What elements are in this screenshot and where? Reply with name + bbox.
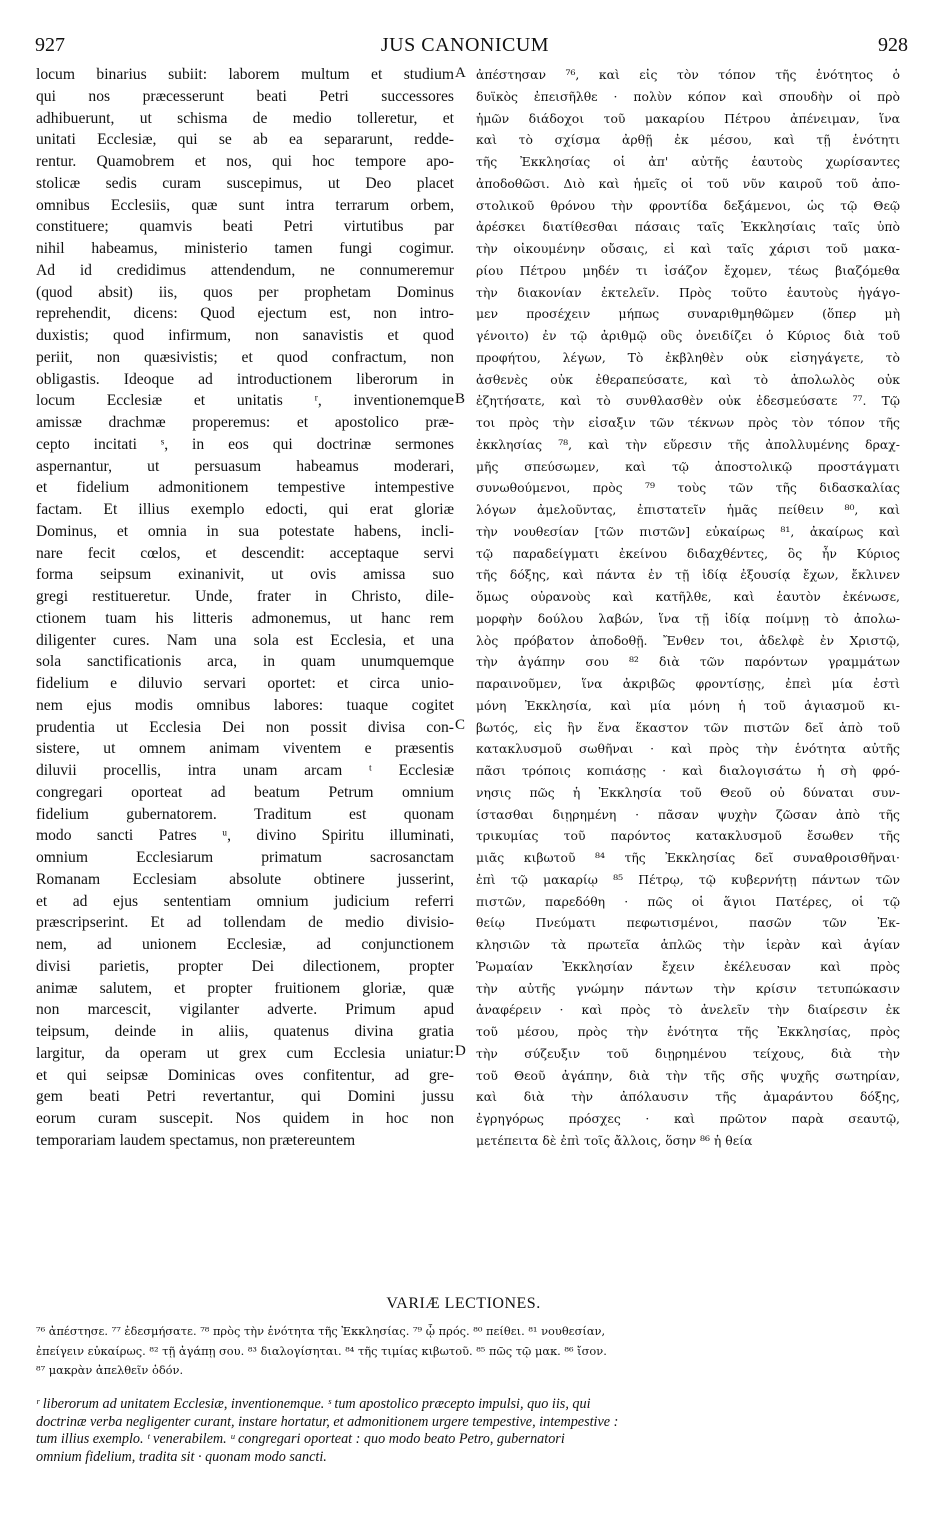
greek-text-line: τὴν αὐτῆς γνώμην πάντων τὴν κρίσιν τετυπώκασιν xyxy=(476,980,900,996)
latin-text-line: animæ salutem, et propter fruitionem gloriæ, quæ xyxy=(36,979,454,997)
footnote-line: omnium fidelium, tradita sit · quonam modo sancti. xyxy=(36,1448,327,1465)
variant-reading-line: ⁸⁷ μακρὰν ἀπελθεῖν ὁδόν. xyxy=(36,1363,184,1377)
greek-text-line: τῷ παραδείγματι ἐκείνου διδαχθέντες, ὃς ἦν Κύριος xyxy=(476,545,900,561)
latin-text-line: nare fecit cœlos, et descendit: acceptaque servi xyxy=(36,544,454,562)
latin-text-line: (quod absit) iis, quos per prophetam Dominus xyxy=(36,283,454,301)
greek-text-line: ὅμως οὐρανοὺς καὶ κατῆλθε, καὶ ἑαυτὸν ἐκένωσε, xyxy=(476,589,900,604)
variae-lectiones-list xyxy=(36,1322,902,1381)
greek-text-line: τὴν ἀγάπην σου ⁸² διὰ τῶν παρόντων γραμμάτων xyxy=(476,654,900,670)
latin-text-line: gem beati Petri revertantur, qui Domini jussu xyxy=(36,1088,454,1106)
latin-text-line: locum binarius subiit: laborem multum et studium xyxy=(36,66,454,83)
latin-text-line: obligastis. Ideoque ad introductionem liberorum in xyxy=(36,370,454,388)
greek-text-line: παραινοῦμεν, ἵνα ἀκριβῶς φροντίσῃς, ἐπεὶ μία ἐστὶ xyxy=(476,676,900,691)
latin-text-line: et fidelium admonitionem tempestive intempestive xyxy=(36,479,454,497)
latin-text-line: gregi restitueretur. Unde, frater in Christo, dile- xyxy=(36,588,454,605)
greek-text-line: βωτός, εἰς ἣν ἕνα ἕκαστον τῶν πιστῶν δεῖ ἀπὸ τοῦ xyxy=(476,719,900,735)
margin-marker-c: C xyxy=(455,717,466,733)
greek-text-line: τὴν σύζευξιν τοῦ διῃρημένου τείχους, διὰ τὴν xyxy=(476,1045,900,1061)
greek-text-line: ίστασθαι διῃρημένη · πᾶσαν ψυχὴν ζῶσαν ἀπὸ τῆς xyxy=(476,806,900,822)
latin-text-line: unitati Ecclesiæ, qui se ab ea separarunt, redde- xyxy=(36,131,454,149)
latin-text-line: rentur. Quamobrem et nos, qui hoc tempore apo- xyxy=(36,153,454,170)
latin-text-line: nihil habeamus, ministerio tamen fungi cogimur. xyxy=(36,240,454,257)
greek-text-line: ἡμῶν διάδοχοι τοῦ μακαρίου Πέτρου ἀπένειμαν, ἵνα xyxy=(476,110,900,126)
latin-text-line: forma seipsum exinanivit, ut ovis amissa suo xyxy=(36,566,454,584)
page-number-right: 928 xyxy=(878,34,908,56)
latin-text-line: Dominus, et omnia in sua potestate habens, incli- xyxy=(36,522,454,540)
greek-text-line: ἀπέστησαν ⁷⁶, καὶ εἰς τὸν τόπον τῆς ἑνότητος ὁ xyxy=(476,67,900,82)
footnotes xyxy=(36,1396,902,1466)
latin-text-line: et ad ejus sententiam omnium judicium referri xyxy=(36,892,454,910)
latin-text-line: Ad id credidimus attendendum, ne connumeremur xyxy=(36,261,454,279)
greek-text-line: τῆς δόξης, καὶ πάντα ἐν τῇ ἰδίᾳ ἐξουσίᾳ ἔχων, ἔκλινεν xyxy=(476,567,900,583)
greek-text-line: τρικυμίας τοῦ παρόντος κατακλυσμοῦ ἔσωθεν τῆς xyxy=(476,828,900,844)
greek-text-line: μετέπειτα δὲ ἐπὶ τοῖς ἄλλοις, ὅσην ⁸⁶ ἡ θεία xyxy=(476,1132,753,1148)
greek-text-line: λὸς πρόβατον ἀποδοθῇ. Ἔνθεν τοι, ἀδελφὲ ἐν Χριστῷ, xyxy=(476,632,900,648)
latin-text-line: locum Ecclesiæ et unitatis ʳ, inventionemque xyxy=(36,392,454,410)
variant-reading-line: ⁷⁶ ἀπέστησε. ⁷⁷ ἐδεσμήσατε. ⁷⁸ πρὸς τὴν ἑνότητα τῆς Ἐκκλησίας. ⁷⁹ ᾧ πρός. ⁸⁰ πείθει. ⁸¹ νουθεσίαν, xyxy=(36,1324,606,1338)
latin-text-line: et qui seipsæ Dominicas oves confitentur, ad gre- xyxy=(36,1066,454,1084)
latin-text-line: fidelium gubernatorem. Traditum est quonam xyxy=(36,805,454,823)
latin-text-line: non marcescit, vigilanter adverte. Primum apud xyxy=(36,1001,454,1019)
footnote-line: ʳ liberorum ad unitatem Ecclesiæ, inventionemque. ˢ tum apostolico præcepto impulsi, quo iis, qui xyxy=(36,1396,591,1412)
latin-text-line: qui nos præcesserunt beati Petri successores xyxy=(36,87,454,105)
latin-text-line: duxistis; quod infirmum, non sanavistis et quod xyxy=(36,327,454,344)
greek-text-line: πᾶσι τρόποις κοπιάσῃς · καὶ διαλογισάτω ἡ σὴ φρό- xyxy=(476,763,900,778)
page-number-left: 927 xyxy=(35,34,65,56)
latin-text-line: stolicæ sedis curam suscepimus, ut Deo placet xyxy=(36,174,454,192)
greek-text-line: καὶ διὰ τὴν ἀπόλαυσιν τῆς ἀμαράντου δόξης, xyxy=(476,1089,900,1105)
greek-text-line: θείῳ Πνεύματι πεφωτισμένοι, πασῶν τῶν Ἐκ- xyxy=(476,915,900,931)
latin-text-line: congregari oporteat ad beatum Petrum omnium xyxy=(36,783,454,801)
latin-text-line: largitur, da operam ut grex cum Ecclesia uniatur: xyxy=(36,1044,454,1062)
latin-text-line: nem, ad unionem Ecclesiæ, ad conjunctionem xyxy=(36,936,454,953)
latin-text-line: præscripserint. Et ad tollendam de medio divisio- xyxy=(36,914,454,932)
footnote-line: doctrinæ verba negligenter curant, instare hortatur, et admonitionem urgere tempestive, intempestive : xyxy=(36,1413,619,1430)
greek-text-line: ἀποδοθῶσι. Διὸ καὶ ἡμεῖς οἱ τοῦ νῦν καιροῦ τοῦ ἀπο- xyxy=(476,175,900,191)
greek-text-line: συνωθούμενοι, πρὸς ⁷⁹ τοὺς τῶν τῆς διδασκαλίας xyxy=(476,480,900,496)
latin-text-line: Romanam Ecclesiam absolute obtinere jusserint, xyxy=(36,870,454,888)
greek-text-line: γένοιτο) ἐν τῷ ἀριθμῷ οὓς ὀνειδίζει ὁ Κύριος διὰ τοῦ xyxy=(476,328,900,343)
greek-text-line: ἐζητήσατε, καὶ τὸ συνθλασθὲν οὐκ ἐδεσμεύσατε ⁷⁷. Τῷ xyxy=(476,393,900,409)
margin-marker-b: B xyxy=(455,391,466,407)
latin-text-line: diluvii procellis, intra unam arcam ᵗ Ecclesiæ xyxy=(36,762,454,779)
latin-text-line: omnium Ecclesiarum primatum sacrosanctam xyxy=(36,849,454,866)
latin-text-line: sola sanctificationis arca, in quam unumquemque xyxy=(36,653,454,671)
latin-text-line: sistere, ut omnem animam viventem e præsentis xyxy=(36,740,454,758)
latin-text-line: nem ejus modis omnibus labores: tuaque cogitet xyxy=(36,696,454,714)
greek-text-line: ἀσθενὲς οὐκ ἐθεραπεύσατε, καὶ τὸ ἀπολωλὸς οὐκ xyxy=(476,371,900,387)
greek-text-line: τοῦ Θεοῦ ἀγάπην, διὰ τὴν τῆς σῆς ψυχῆς σωτηρίαν, xyxy=(476,1067,900,1083)
latin-text-line: amissæ drachmæ properemus: et apostolico præ- xyxy=(36,414,454,431)
greek-text-line: νησις πῶς ἡ Ἐκκλησία τοῦ Θεοῦ οὐ δύναται συν- xyxy=(476,784,900,800)
greek-text-line: κλησιῶν τὰ πρωτεῖα ἁπλῶς τὴν ἱερὰν καὶ ἁγίαν xyxy=(476,937,900,952)
latin-text-line: periit, non quæsivistis; et quod confractum, non xyxy=(36,348,454,366)
greek-text-line: μορφὴν δούλου λαβών, ἵνα τῇ ἰδίᾳ ποίμνῃ τὸ ἀπολω- xyxy=(476,610,900,626)
latin-text-line: modo sancti Patres ᵘ, divino Spiritu illuminati, xyxy=(36,827,454,845)
margin-marker-d: D xyxy=(455,1043,466,1059)
latin-text-line: cepto incitati ˢ, in eos qui doctrinæ sermones xyxy=(36,435,454,453)
greek-text-line: προφήτου, λέγων, Τὸ ἐκβληθὲν οὐκ εἰσηγάγετε, τὸ xyxy=(476,349,900,365)
latin-text-line: prudentia ut Ecclesia Dei non possit divisa con- xyxy=(36,718,454,736)
greek-text-line: ἐκκλησίας ⁷⁸, καὶ τὴν εὕρεσιν τῆς ἀπολλυμένης δραχ- xyxy=(476,436,900,452)
latin-text-line: teipsum, deinde in aliis, quatenus divina gratia xyxy=(36,1023,454,1040)
latin-text-line: reprehendit, dicens: Quod ejectum est, non intro- xyxy=(36,305,454,323)
greek-column xyxy=(476,64,900,1269)
greek-text-line: τοῦ μέσου, πρὸς τὴν ἑνότητα τῆς Ἐκκλησίας, πρὸς xyxy=(476,1024,900,1039)
greek-text-line: τὴν οἰκουμένην οὔσαις, εἰ καὶ ταῖς χάρισι τοῦ μακα- xyxy=(476,241,900,256)
greek-text-line: μιᾶς κιβωτοῦ ⁸⁴ τῆς Ἐκκλησίας δεῖ συναθροισθῆναι· xyxy=(476,850,900,865)
running-header xyxy=(30,34,908,62)
margin-marker-a: A xyxy=(455,65,466,81)
latin-text-line: factam. Et illius exemplo edocti, qui erat gloriæ xyxy=(36,501,454,518)
footnote-line: tum illius exemplo. ᵗ venerabilem. ᵘ congregari oporteat : quo modo beato Petro, gubernatori xyxy=(36,1431,565,1447)
greek-text-line: ρίου Πέτρου μηδέν τι ἰσάζον ἔχομεν, τέως βιαζόμεθα xyxy=(476,262,900,278)
variant-reading-line: ἐπείγειν εὐκαίρως. ⁸² τῇ ἀγάπῃ σου. ⁸³ διαλογίσηται. ⁸⁴ τῆς τιμίας κιβωτοῦ. ⁸⁵ πῶς τῷ μακ. ⁸⁶ ἴσον. xyxy=(36,1343,607,1358)
greek-text-line: τὴν νουθεσίαν [τῶν πιστῶν] εὐκαίρως ⁸¹, ἀκαίρως καὶ xyxy=(476,523,900,539)
greek-text-line: τοι πρὸς τὴν εἰσαξιν τῶν τέκνων πρὸς τὸν τόπον τῆς xyxy=(476,415,900,430)
latin-text-line: adhibuerunt, ut schisma de medio tolleretur, et xyxy=(36,109,454,127)
latin-text-line: omnibus Ecclesiis, quæ sunt intra terrarum orbem, xyxy=(36,196,454,214)
greek-text-line: ἀναφέρειν · καὶ πρὸς τὸ ἀνελεῖν τὴν διαίρεσιν ἐκ xyxy=(476,1002,900,1018)
greek-text-line: Ῥωμαίαν Ἐκκλησίαν ἔχειν ἐκέλευσαν καὶ πρὸς xyxy=(476,958,900,974)
greek-text-line: λόγων ἀμελοῦντας, ἐπιστατεῖν ἡμᾶς πείθειν ⁸⁰, καὶ xyxy=(476,502,900,517)
greek-text-line: μεν προσέχειν μήπως συναριθμηθῶμεν (ὅπερ μὴ xyxy=(476,306,900,322)
latin-text-line: fidelium e diluvio servari oportet: et circa unio- xyxy=(36,675,454,692)
latin-text-line: ctionem tuam his litteris admonemus, ut hanc rem xyxy=(36,609,454,627)
greek-text-line: ἀρέσκει διατίθεσθαι πάσαις ταῖς Ἐκκλησίαις ταῖς ὑπὸ xyxy=(476,219,900,235)
variae-lectiones-heading: VARIÆ LECTIONES. xyxy=(386,1295,541,1312)
greek-text-line: μόνη Ἐκκλησία, καὶ μία μόνη ἡ τοῦ ἁγιασμοῦ κι- xyxy=(476,697,900,713)
latin-column xyxy=(36,64,454,1269)
latin-text-line: temporariam laudem spectamus, non prætereuntem xyxy=(36,1131,356,1149)
latin-text-line: diligenter cures. Nam una sola est Ecclesia, et una xyxy=(36,631,454,649)
greek-text-line: ἐγρηγόρως πρόσχες · καὶ πρῶτον παρὰ σεαυτῷ, xyxy=(476,1111,900,1126)
running-title: JUS CANONICUM xyxy=(380,34,550,56)
greek-text-line: στολικοῦ θρόνου τὴν φροντίδα δεξάμενοι, ὡς τῷ Θεῷ xyxy=(476,197,900,213)
greek-text-line: μῆς σπεύσωμεν, καὶ τῷ ἀποστολικῷ προστάγματι xyxy=(476,458,900,474)
greek-text-line: τῆς Ἐκκλησίας οἱ ἀπ' αὐτῆς ἑαυτοὺς χωρίσαντες xyxy=(476,154,900,169)
greek-text-line: κατακλυσμοῦ σωθῆναι · καὶ πρὸς τὴν ἑνότητα αὐτῆς xyxy=(476,741,900,757)
latin-text-line: divisi parietis, propter Dei dilectionem, propter xyxy=(36,957,454,975)
greek-text-line: δυϊκὸς ἐπεισῆλθε · πολὺν κόπον καὶ σπουδὴν οἱ πρὸ xyxy=(476,88,900,104)
latin-text-line: eorum curam suscepit. Nos quidem in hoc non xyxy=(36,1110,454,1127)
greek-text-line: καὶ τὸ σχίσμα ἀρθῇ ἐκ μέσου, καὶ τῇ ἑνότητι xyxy=(476,132,900,148)
greek-text-line: τὴν διακονίαν ἐκτελεῖν. Πρὸς τοῦτο ἑαυτοὺς ἠγάγο- xyxy=(476,284,900,300)
greek-text-line: πιστῶν, παρεδόθη · πῶς οἱ ἅγιοι Πατέρες, οἱ τῷ xyxy=(476,893,900,909)
greek-text-line: ἐπὶ τῷ μακαρίῳ ⁸⁵ Πέτρῳ, τῷ κυβερνήτῃ πάντων τῶν xyxy=(476,871,900,887)
latin-text-line: aspernantur, ut persuasum habeamus moderari, xyxy=(36,457,454,475)
latin-text-line: constituere; quamvis beati Petri virtutibus par xyxy=(36,218,454,236)
